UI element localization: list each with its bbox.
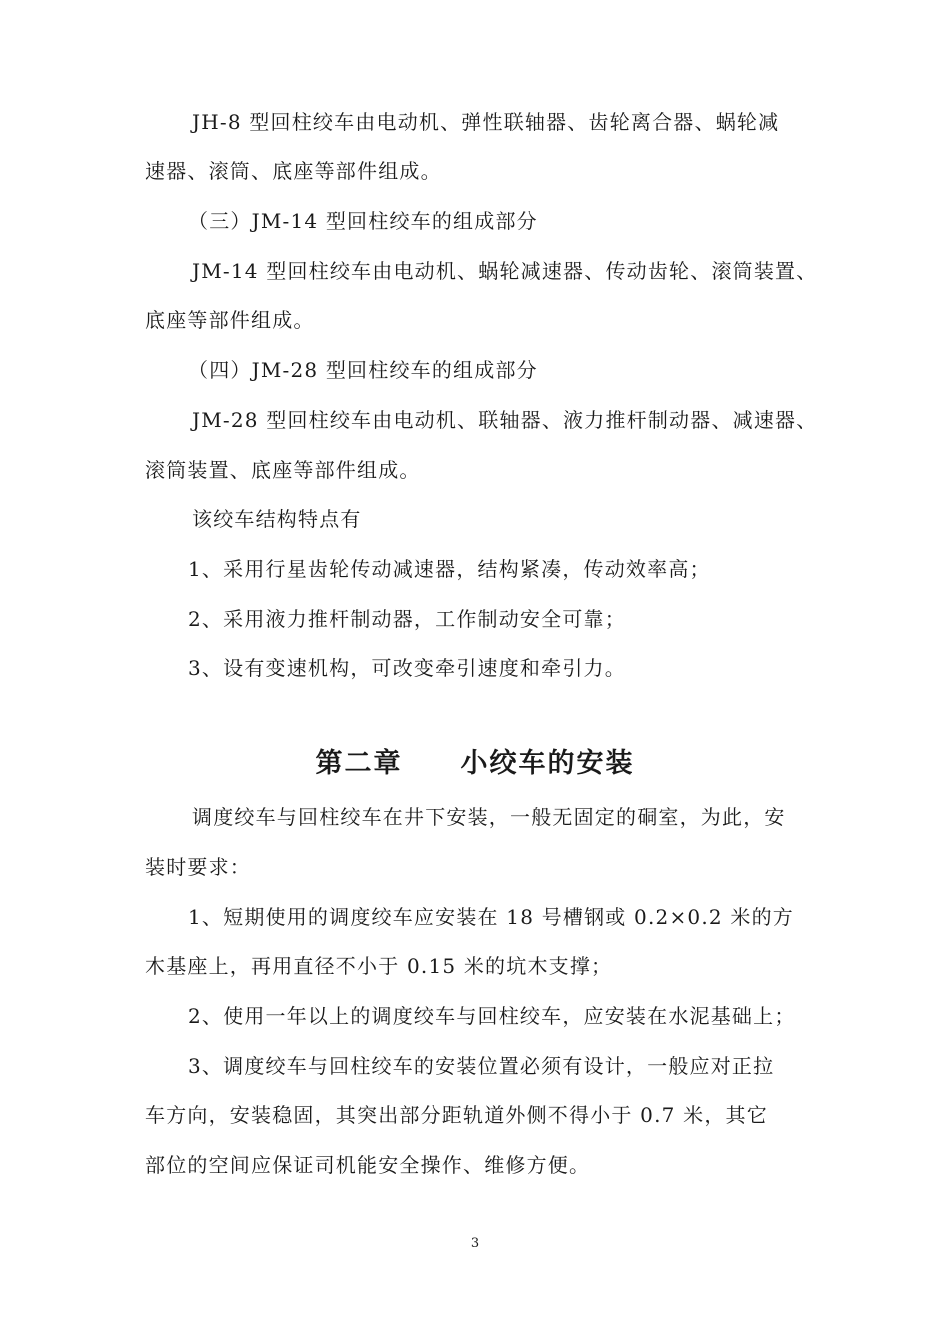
section-heading: （三）JM-14 型回柱绞车的组成部分 [188, 209, 538, 233]
paragraph-line: 木基座上，再用直径不小于 0.15 米的坑木支撑； [145, 954, 613, 978]
chapter-heading: 第二章 小绞车的安装 [315, 748, 635, 779]
paragraph-line: 调度绞车与回柱绞车在井下安装，一般无固定的硐室，为此，安 [192, 805, 786, 829]
page-number: 3 [470, 1236, 480, 1251]
list-item: 1、短期使用的调度绞车应安装在 18 号槽钢或 0.2×0.2 米的方 [188, 905, 794, 929]
paragraph-line: JM-14 型回柱绞车由电动机、蜗轮减速器、传动齿轮、滚筒装置、 [192, 259, 818, 283]
paragraph-line: 滚筒装置、底座等部件组成。 [145, 458, 421, 482]
paragraph-line: 底座等部件组成。 [145, 308, 315, 332]
list-item: 3、调度绞车与回柱绞车的安装位置必须有设计，一般应对正拉 [188, 1054, 775, 1078]
paragraph-line: 部位的空间应保证司机能安全操作、维修方便。 [145, 1153, 591, 1177]
list-item: 2、采用液力推杆制动器，工作制动安全可靠； [188, 607, 626, 631]
paragraph-line: JM-28 型回柱绞车由电动机、联轴器、液力推杆制动器、减速器、 [192, 408, 818, 432]
list-item: 3、设有变速机构，可改变牵引速度和牵引力。 [188, 656, 626, 680]
paragraph-line: 车方向，安装稳固，其突出部分距轨道外侧不得小于 0.7 米，其它 [145, 1103, 768, 1127]
paragraph-line: 速器、滚筒、底座等部件组成。 [145, 159, 442, 183]
list-item: 1、采用行星齿轮传动减速器，结构紧凑，传动效率高； [188, 557, 711, 581]
list-item: 2、使用一年以上的调度绞车与回柱绞车，应安装在水泥基础上； [188, 1004, 796, 1028]
paragraph-line: JH-8 型回柱绞车由电动机、弹性联轴器、齿轮离合器、蜗轮减 [192, 110, 780, 134]
section-heading: （四）JM-28 型回柱绞车的组成部分 [188, 358, 538, 382]
paragraph-line: 该绞车结构特点有 [192, 507, 362, 531]
paragraph-line: 装时要求： [145, 855, 251, 879]
